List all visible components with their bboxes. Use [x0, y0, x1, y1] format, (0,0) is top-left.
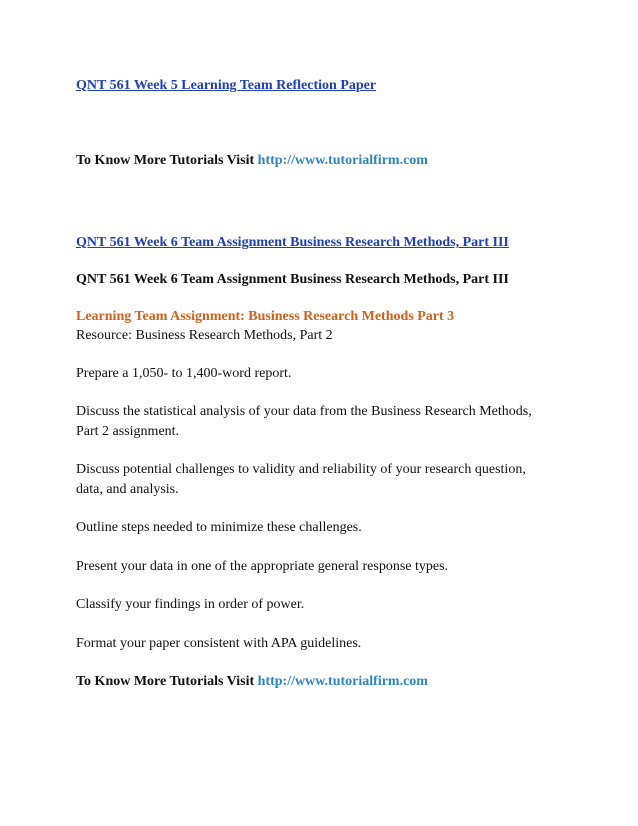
- paragraph-challenges-2: data, and analysis.: [76, 482, 179, 497]
- week6-heading: QNT 561 Week 6 Team Assignment Business Research Methods, Part III: [76, 272, 509, 287]
- week6-link[interactable]: QNT 561 Week 6 Team Assignment Business Research Methods, Part III: [76, 235, 509, 250]
- promo-line-bottom: [76, 672, 576, 692]
- paragraph-challenges-1: Discuss potential challenges to validity and reliability of your research question,: [76, 462, 526, 477]
- promo-line-top: [76, 151, 576, 171]
- week5-link[interactable]: QNT 561 Week 5 Learning Team Reflection Paper: [76, 78, 377, 93]
- paragraph-outline: Outline steps needed to minimize these challenges.: [76, 520, 362, 535]
- resource-line: Resource: Business Research Methods, Part 2: [76, 328, 333, 343]
- week5-link-line: [76, 76, 576, 96]
- assignment-title: Learning Team Assignment: Business Research Methods Part 3: [76, 309, 455, 324]
- promo-url-link[interactable]: http://www.tutorialfirm.com: [257, 153, 428, 168]
- paragraph-format: Format your paper consistent with APA guidelines.: [76, 636, 362, 651]
- paragraph-classify: Classify your findings in order of power.: [76, 597, 305, 612]
- promo-text: To Know More Tutorials Visit: [76, 153, 258, 168]
- paragraph-discuss-analysis-2: Part 2 assignment.: [76, 424, 180, 439]
- paragraph-discuss-analysis-1: Discuss the statistical analysis of your data from the Business Research Methods,: [76, 404, 532, 419]
- promo-text: To Know More Tutorials Visit: [76, 674, 258, 689]
- paragraph-present: Present your data in one of the appropriate general response types.: [76, 559, 449, 574]
- paragraph-prepare: Prepare a 1,050- to 1,400-word report.: [76, 366, 292, 381]
- week6-link-line: [76, 233, 576, 253]
- promo-url-link[interactable]: http://www.tutorialfirm.com: [257, 674, 428, 689]
